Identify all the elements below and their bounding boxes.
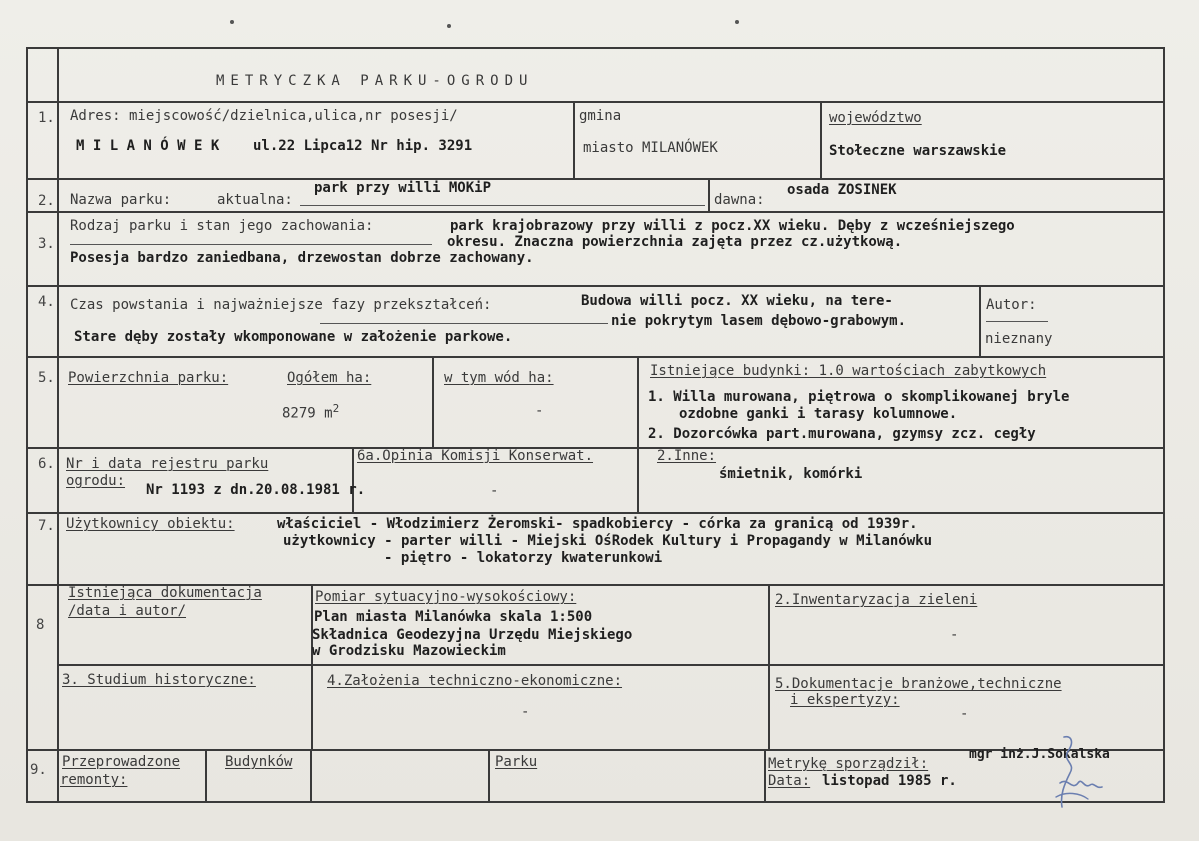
park-type-line-3: Posesja bardzo zaniedbana, drzewostan dobrze zachowany. [70,250,534,266]
row-number: 8 [36,617,45,633]
cell-divider [768,584,770,749]
park-type-line-1: park krajobrazowy przy willi z pocz.XX wieku. Dęby z wcześniejszego [450,218,1015,234]
users-line-1: właściciel - Włodzimierz Żeromski- spadkobiercy - córka za granicą od 1939r. [277,516,918,532]
fill-line [70,244,432,245]
other-value: śmietnik, komórki [719,466,863,482]
former-name-value: osada ZOSINEK [787,182,897,198]
greenery-inventory-value: - [950,627,959,643]
row-separator [26,512,1165,514]
history-line-2: nie pokrytym lasem dębowo-grabowym. [611,313,907,329]
cell-divider [708,178,710,211]
cell-divider [205,749,207,802]
cell-divider [820,101,822,178]
cell-divider [488,749,490,802]
survey-line-3: w Grodzisku Mazowieckim [312,643,506,659]
address-town: M I L A N Ó W E K [76,138,220,154]
area-total-value: 8279 $m^2$ [282,402,340,422]
branch-docs-label: 5.Dokumentacje branżowe,techniczne [775,676,1062,692]
cell-divider [311,584,313,749]
gmina-label: gmina [579,108,622,124]
row-number: 1. [38,110,55,126]
cell-divider [573,101,575,178]
water-area-label: w tym wód ha: [444,370,554,386]
address-label: Adres: miejscowość/dzielnica,ulica,nr posesji/ [70,108,458,124]
row-number: 7. [38,518,55,534]
date-label: Data: [768,773,811,789]
prepared-by-label: Metrykę sporządził: [768,756,929,772]
branch-docs-label-2: i ekspertyzy: [790,692,900,708]
area-total-label: Ogółem ha: [287,370,372,386]
page-title: METRYCZKA PARKU-OGRODU [216,73,534,89]
cell-divider [979,285,981,356]
voivodeship-label: województwo [829,110,922,126]
frame-top [26,47,1165,49]
number-column-divider [57,47,59,803]
cell-divider [352,447,354,512]
branch-docs-value: - [960,706,969,722]
building-1: 1. Willa murowana, piętrowa o skomplikowanej bryle [648,389,1070,405]
conservator-opinion-label: 6a.Opinia Komisji Konserwat. [357,448,594,464]
survey-label: Pomiar sytuacyjno-wysokościowy: [315,589,577,605]
history-line-1: Budowa willi pocz. XX wieku, na tere- [581,293,893,309]
gmina-value: miasto MILANÓWEK [583,140,718,156]
row-number: 3. [38,236,55,252]
row-separator [26,101,1165,103]
handwritten-signature [1050,733,1110,815]
park-name-label: Nazwa parku: [70,192,172,208]
frame-right [1163,47,1165,803]
repairs-park-label: Parku [495,754,538,770]
fill-line [986,321,1048,322]
prepared-by-value: mgr inż.J.Sokalska [969,747,1110,762]
frame-left [26,47,28,803]
row-number: 4. [38,294,55,310]
fill-line [300,205,705,206]
other-label: 2.Inne: [657,448,717,464]
historical-study-label: 3. Studium historyczne: [62,672,256,688]
punch-mark [230,20,234,24]
users-line-2: użytkownicy - parter willi - Miejski OśRodek Kultury i Propagandy w Milanówku [283,533,933,549]
area-label: Powierzchnia parku: [68,370,229,386]
history-phases-label: Czas powstania i najważniejsze fazy przekształceń: [70,297,492,313]
cell-divider [310,749,312,802]
row-separator [26,178,1165,180]
survey-line-1: Plan miasta Milanówka skala 1:500 [314,609,593,625]
register-label-2: ogrodu: [66,473,126,489]
fill-line [320,323,608,324]
row-number: 2. [38,193,55,209]
park-type-label: Rodzaj parku i stan jego zachowania: [70,218,374,234]
tech-economic-value: - [521,704,530,720]
punch-mark [447,24,451,28]
row-number: 5. [38,370,55,386]
repairs-buildings-label: Budynków [225,754,293,770]
tech-economic-label: 4.Założenia techniczno-ekonomiczne: [327,673,623,689]
building-2: 2. Dozorcówka part.murowana, gzymsy zcz. cegły [648,426,1036,442]
repairs-label: Przeprowadzone [62,754,181,770]
row8-inner-separator [57,664,1165,666]
history-line-3: Stare dęby zostały wkomponowane w założenie parkowe. [74,329,513,345]
address-street: ul.22 Lipca12 Nr hip. 3291 [253,138,473,154]
row-separator [26,356,1165,358]
cell-divider [637,356,639,447]
row-number: 9. [30,762,47,778]
current-name-label: aktualna: [217,192,293,208]
row-separator [26,447,1165,449]
punch-mark [735,20,739,24]
author-label: Autor: [986,297,1037,313]
current-name-value: park przy willi MOKiP [314,180,492,196]
survey-line-2: Składnica Geodezyjna Urzędu Miejskiego [312,627,633,643]
users-label: Użytkownicy obiektu: [66,516,235,532]
documentation-label-2: /data i autor/ [68,603,187,619]
row-separator [26,211,1165,213]
author-value: nieznany [985,331,1053,347]
water-area-value: - [535,403,544,419]
frame-bottom [26,801,1165,803]
row-separator [26,285,1165,287]
repairs-label-2: remonty: [60,772,128,788]
former-name-label: dawna: [714,192,765,208]
users-line-3: - piętro - lokatorzy kwaterunkowi [384,550,663,566]
greenery-inventory-label: 2.Inwentaryzacja zieleni [775,592,978,608]
park-type-line-2: okresu. Znaczna powierzchnia zajęta przez cz.użytkową. [447,234,903,250]
building-1-cont: ozdobne ganki i tarasy kolumnowe. [679,406,958,422]
register-label: Nr i data rejestru parku [66,456,269,472]
date-value: listopad 1985 r. [822,773,957,789]
buildings-label: Istniejące budynki: 1.0 wartościach zabytkowych [650,363,1047,379]
register-value: Nr 1193 z dn.20.08.1981 r. [146,482,366,498]
row-number: 6. [38,456,55,472]
cell-divider [637,447,639,512]
voivodeship-value: Stołeczne warszawskie [829,143,1007,159]
conservator-opinion-value: - [490,483,499,499]
cell-divider [764,749,766,802]
cell-divider [432,356,434,447]
documentation-label: Istniejąca dokumentacja [68,585,262,601]
